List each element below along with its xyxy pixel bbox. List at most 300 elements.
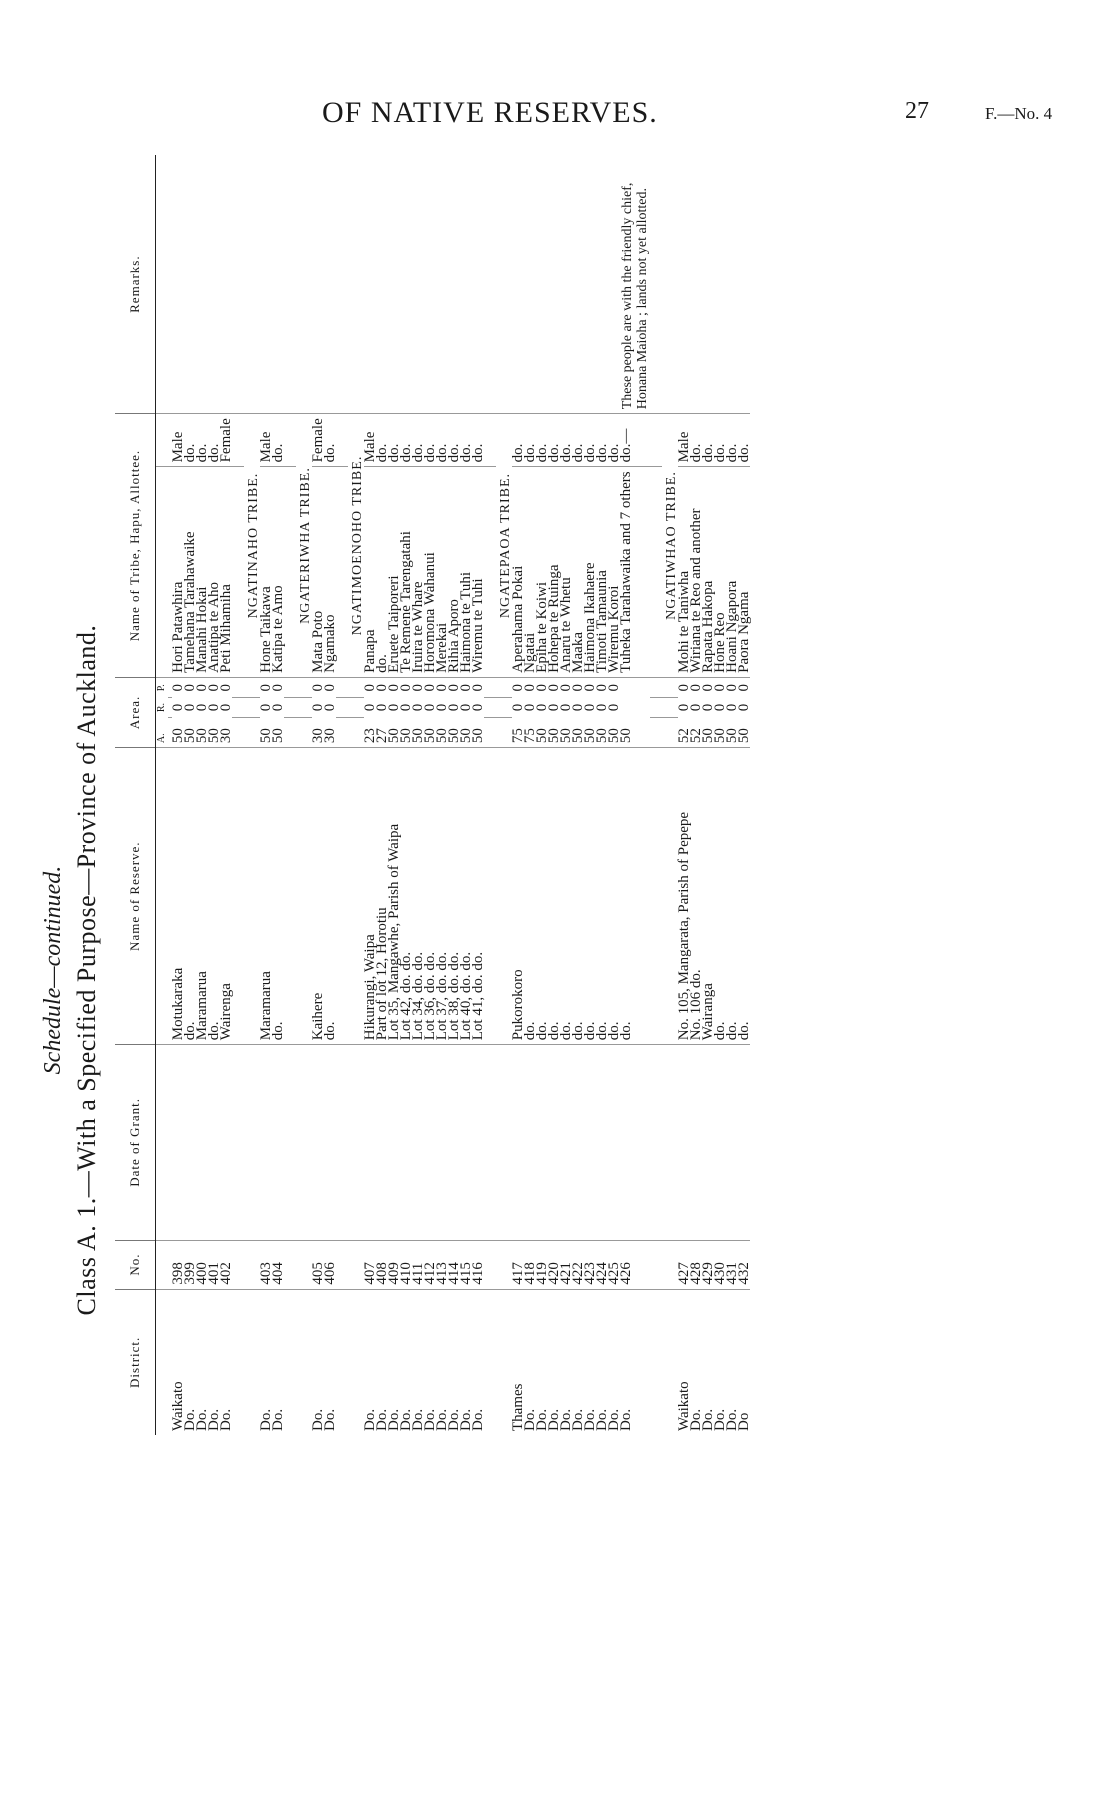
- area-acres-cell: 50: [736, 728, 752, 744]
- table-row: [388, 155, 400, 1435]
- sex-cell: do.: [448, 414, 460, 467]
- date-cell: [460, 1045, 472, 1240]
- schedule-caption: Schedule—continued.: [40, 865, 66, 1075]
- area-perches-cell: 0: [376, 677, 388, 697]
- reserve-cell: Maramarua: [196, 748, 208, 1045]
- remarks-cell: [448, 155, 460, 414]
- area-roods-cell: 0: [322, 703, 338, 712]
- reserve-cell: Lot 36, do. do.: [424, 748, 436, 1045]
- district-cell: Do: [738, 1289, 750, 1435]
- reserve-cell: do.: [620, 748, 650, 1045]
- area-roods-cell: 0: [470, 703, 486, 712]
- number-cell: 416: [472, 1240, 484, 1289]
- area-roods-cell: 0: [170, 703, 186, 712]
- sex-cell: do.: [726, 414, 738, 467]
- area-roods-cell: 0: [410, 703, 426, 712]
- area-unit-acres: A.: [156, 733, 167, 744]
- area-perches-cell: 0: [690, 677, 702, 697]
- allottee-cell: Anatipa te Aho: [208, 467, 220, 677]
- district-cell: Do.: [460, 1289, 472, 1435]
- area-perches-cell: 0: [472, 677, 484, 697]
- number-cell: 429: [702, 1240, 714, 1289]
- area-perches-cell: 0: [460, 677, 472, 697]
- area-acres-cell: 23: [362, 728, 378, 744]
- allottee-cell: Wiremu Koroi: [608, 467, 620, 677]
- number-cell: 404: [272, 1240, 284, 1289]
- table-row: [620, 155, 650, 1435]
- area-acres-cell: 52: [688, 728, 704, 744]
- reserve-cell: do.: [608, 748, 620, 1045]
- column-header-district: District.: [115, 1289, 156, 1435]
- reserve-cell: do.: [560, 748, 572, 1045]
- district-cell: Thames: [512, 1289, 524, 1435]
- class-caption: Class A. 1.—With a Specified Purpose—Province of Auckland.: [72, 624, 101, 1316]
- sex-cell: do.: [524, 414, 536, 467]
- area-roods-cell: 0: [434, 703, 450, 712]
- area-perches-cell: 0: [324, 677, 336, 697]
- table-row: [572, 155, 584, 1435]
- area-acres-cell: 50: [206, 728, 222, 744]
- reserve-cell: No. 106 do.: [690, 748, 702, 1045]
- district-cell: Do.: [400, 1289, 412, 1435]
- area-roods-cell: 0: [534, 703, 550, 712]
- area-acres-cell: 50: [422, 728, 438, 744]
- allottee-cell: Hoani Ngapora: [726, 467, 738, 677]
- allottee-cell: Peti Mihamiha: [220, 467, 232, 677]
- reserve-cell: do.: [572, 748, 584, 1045]
- remarks-cell: [714, 155, 726, 414]
- allottee-cell: Katipa te Amo: [272, 467, 284, 677]
- allottee-cell: Panapa: [364, 467, 376, 677]
- district-cell: Do.: [424, 1289, 436, 1435]
- sex-cell: do.: [548, 414, 560, 467]
- number-cell: 399: [184, 1240, 196, 1289]
- area-roods-cell: 0: [194, 703, 210, 712]
- area-perches-cell: 0: [714, 677, 726, 697]
- area-roods-cell: 0: [398, 703, 414, 712]
- number-cell: 417: [512, 1240, 524, 1289]
- remarks-cell: [424, 155, 436, 414]
- sex-cell: Male: [678, 414, 690, 467]
- allottee-cell: Eruete Taiporeri: [388, 467, 400, 677]
- area-acres-cell: 50: [470, 728, 486, 744]
- area-acres-cell: 50: [712, 728, 728, 744]
- area-acres-cell: 50: [594, 728, 610, 744]
- sex-cell: do.: [714, 414, 726, 467]
- table-row: [172, 155, 184, 1435]
- area-acres-cell: 50: [558, 728, 574, 744]
- allottee-cell: Merekai: [436, 467, 448, 677]
- allottee-cell: Wiriana te Reo and another: [690, 467, 702, 677]
- sex-cell: do.: [608, 414, 620, 467]
- area-roods-cell: 0: [736, 703, 752, 712]
- number-cell: 430: [714, 1240, 726, 1289]
- reserve-cell: do.: [726, 748, 738, 1045]
- district-cell: Do.: [608, 1289, 620, 1435]
- district-cell: Do.: [436, 1289, 448, 1435]
- group-spacer: [336, 155, 348, 1435]
- allottee-cell: Tamehana Tarahawaike: [184, 467, 196, 677]
- sex-cell: do.: [702, 414, 714, 467]
- remarks-cell: [260, 155, 272, 414]
- sex-cell: do.: [412, 414, 424, 467]
- area-roods-cell: 0: [446, 703, 462, 712]
- tribe-heading: NGATEPAOA TRIBE.: [496, 414, 512, 678]
- area-acres-cell: 30: [218, 728, 234, 744]
- area-acres-cell: 50: [398, 728, 414, 744]
- date-cell: [388, 1045, 400, 1240]
- table-row: [472, 155, 484, 1435]
- area-acres-cell: 27: [374, 728, 390, 744]
- date-cell: [312, 1045, 324, 1240]
- table-row: [584, 155, 596, 1435]
- area-roods-cell: 0: [688, 703, 704, 712]
- date-cell: [376, 1045, 388, 1240]
- remarks-cell: [472, 155, 484, 414]
- date-cell: [400, 1045, 412, 1240]
- sex-cell: do.: [196, 414, 208, 467]
- page-header: [0, 0, 1114, 150]
- date-cell: [424, 1045, 436, 1240]
- reserve-cell: Lot 37, do. do.: [436, 748, 448, 1045]
- area-acres-cell: 50: [434, 728, 450, 744]
- district-cell: Do.: [548, 1289, 560, 1435]
- allottee-cell: Hohepa te Ruinga: [548, 467, 560, 677]
- column-header-reserve: Name of Reserve.: [115, 748, 156, 1045]
- table-row: [400, 155, 412, 1435]
- allottee-cell: Ngatai: [524, 467, 536, 677]
- reserve-cell: do.: [184, 748, 196, 1045]
- table-row: [738, 155, 750, 1435]
- area-roods-cell: 0: [522, 703, 538, 712]
- reserve-cell: do.: [714, 748, 726, 1045]
- area-perches-cell: 0: [208, 677, 220, 697]
- table-row: [524, 155, 536, 1435]
- remarks-cell: [584, 155, 596, 414]
- tribe-heading: NGATERIWHA TRIBE.: [296, 414, 312, 678]
- sex-cell: do.: [472, 414, 484, 467]
- remarks-cell: [364, 155, 376, 414]
- area-acres-cell: 50: [700, 728, 716, 744]
- remarks-cell: [702, 155, 714, 414]
- column-header-date: Date of Grant.: [115, 1045, 156, 1240]
- sex-cell: do.—: [620, 414, 650, 467]
- area-roods-cell: 0: [206, 703, 222, 712]
- table-row: [412, 155, 424, 1435]
- sex-cell: do.: [560, 414, 572, 467]
- area-perches-cell: 0: [260, 677, 272, 697]
- area-roods-cell: 0: [700, 703, 716, 712]
- remarks-cell: [548, 155, 560, 414]
- area-acres-cell: 50: [458, 728, 474, 744]
- table-row: [714, 155, 726, 1435]
- district-cell: Waikato: [678, 1289, 690, 1435]
- area-acres-cell: 50: [182, 728, 198, 744]
- area-perches-cell: 0: [196, 677, 208, 697]
- sex-cell: do.: [460, 414, 472, 467]
- date-cell: [272, 1045, 284, 1240]
- area-acres-cell: 52: [676, 728, 692, 744]
- allottee-cell: Tuheka Tarahawaika and 7 others: [620, 467, 650, 677]
- date-cell: [560, 1045, 572, 1240]
- district-cell: Do.: [260, 1289, 272, 1435]
- remarks-cell: [608, 155, 620, 414]
- reserve-cell: Motukaraka: [172, 748, 184, 1045]
- sex-cell: Male: [260, 414, 272, 467]
- allottee-cell: Hone Taikawa: [260, 467, 272, 677]
- date-cell: [208, 1045, 220, 1240]
- column-header-no: No.: [115, 1240, 156, 1289]
- table-row: [424, 155, 436, 1435]
- remarks-cell: [376, 155, 388, 414]
- remarks-cell: [512, 155, 524, 414]
- allottee-cell: Te Remene Tarengatahi: [400, 467, 412, 677]
- district-cell: Do.: [196, 1289, 208, 1435]
- number-cell: 406: [324, 1240, 336, 1289]
- allottee-cell: do.: [376, 467, 388, 677]
- table-row: [260, 155, 272, 1435]
- sex-cell: do.: [400, 414, 412, 467]
- date-cell: [184, 1045, 196, 1240]
- remarks-cell: [412, 155, 424, 414]
- date-cell: [436, 1045, 448, 1240]
- area-perches-cell: 0: [560, 677, 572, 697]
- column-header-remarks: Remarks.: [115, 155, 156, 414]
- date-cell: [608, 1045, 620, 1240]
- area-acres-cell: 50: [618, 728, 634, 744]
- number-cell: 424: [596, 1240, 608, 1289]
- number-cell: 419: [536, 1240, 548, 1289]
- remarks-cell: [572, 155, 584, 414]
- reserve-cell: Kaihere: [312, 748, 324, 1045]
- table-row: [548, 155, 560, 1435]
- remarks-cell: [738, 155, 750, 414]
- district-cell: Do.: [388, 1289, 400, 1435]
- allottee-cell: Paora Ngama: [738, 467, 750, 677]
- date-cell: [364, 1045, 376, 1240]
- area-perches-cell: 0: [596, 677, 608, 697]
- area-perches-cell: 0: [548, 677, 560, 697]
- allottee-cell: Anaru te Whetu: [560, 467, 572, 677]
- reserve-cell: Lot 40, do. do.: [460, 748, 472, 1045]
- district-cell: Do.: [448, 1289, 460, 1435]
- district-cell: Do.: [324, 1289, 336, 1435]
- area-roods-cell: 0: [362, 703, 378, 712]
- date-cell: [260, 1045, 272, 1240]
- number-cell: 402: [220, 1240, 232, 1289]
- area-acres-cell: 30: [322, 728, 338, 744]
- date-cell: [690, 1045, 702, 1240]
- area-roods-cell: 0: [374, 703, 390, 712]
- district-cell: Do.: [184, 1289, 196, 1435]
- district-cell: Do.: [536, 1289, 548, 1435]
- number-cell: 407: [364, 1240, 376, 1289]
- table-row: [512, 155, 524, 1435]
- date-cell: [548, 1045, 560, 1240]
- reserve-cell: Maramarua: [260, 748, 272, 1045]
- allottee-cell: Haimona Ikahaere: [584, 467, 596, 677]
- reserve-cell: do.: [548, 748, 560, 1045]
- allottee-cell: Mohi te Taniwha: [678, 467, 690, 677]
- date-cell: [172, 1045, 184, 1240]
- area-acres-cell: 50: [606, 728, 622, 744]
- number-cell: 432: [738, 1240, 750, 1289]
- area-perches-cell: 0: [424, 677, 436, 697]
- number-cell: 425: [608, 1240, 620, 1289]
- reserve-cell: Lot 42, do. do.: [400, 748, 412, 1045]
- sex-cell: do.: [690, 414, 702, 467]
- group-spacer: [484, 155, 496, 1435]
- number-cell: 421: [560, 1240, 572, 1289]
- table-row: [184, 155, 196, 1435]
- number-cell: 420: [548, 1240, 560, 1289]
- table-row: [376, 155, 388, 1435]
- date-cell: [584, 1045, 596, 1240]
- district-cell: Do.: [714, 1289, 726, 1435]
- allottee-cell: Ngamako: [324, 467, 336, 677]
- date-cell: [702, 1045, 714, 1240]
- area-perches-cell: 0: [726, 677, 738, 697]
- remarks-cell: [196, 155, 208, 414]
- number-cell: 401: [208, 1240, 220, 1289]
- district-cell: Do.: [208, 1289, 220, 1435]
- date-cell: [448, 1045, 460, 1240]
- area-roods-cell: 0: [594, 703, 610, 712]
- district-cell: Do.: [272, 1289, 284, 1435]
- remarks-cell: [536, 155, 548, 414]
- reserve-cell: do.: [536, 748, 548, 1045]
- district-cell: Do.: [412, 1289, 424, 1435]
- area-roods-cell: 0: [458, 703, 474, 712]
- number-cell: 400: [196, 1240, 208, 1289]
- sex-cell: Female: [312, 414, 324, 467]
- allottee-cell: Iruira te Whare: [412, 467, 424, 677]
- remarks-cell: [726, 155, 738, 414]
- area-acres-cell: 50: [410, 728, 426, 744]
- reserve-cell: do.: [208, 748, 220, 1045]
- table-row: [726, 155, 738, 1435]
- page-title: OF NATIVE RESERVES.: [322, 96, 658, 129]
- sex-cell: Female: [220, 414, 232, 467]
- remarks-cell: [184, 155, 196, 414]
- area-perches-cell: 0: [400, 677, 412, 697]
- reserve-cell: Lot 38, do. do.: [448, 748, 460, 1045]
- area-roods-cell: 0: [546, 703, 562, 712]
- allottee-cell: Manahi Hokai: [196, 467, 208, 677]
- area-acres-cell: 75: [522, 728, 538, 744]
- district-cell: Do.: [584, 1289, 596, 1435]
- area-perches-cell: 0: [572, 677, 584, 697]
- reserve-cell: do.: [596, 748, 608, 1045]
- sex-cell: do.: [572, 414, 584, 467]
- remarks-cell: [436, 155, 448, 414]
- table-row: [536, 155, 548, 1435]
- remarks-cell: [400, 155, 412, 414]
- table-row: [560, 155, 572, 1435]
- table-header-row: [115, 155, 156, 1435]
- tribe-heading-row: [348, 155, 364, 1435]
- remarks-cell: [460, 155, 472, 414]
- table-row: [678, 155, 690, 1435]
- district-cell: Do.: [620, 1289, 650, 1435]
- area-acres-cell: 75: [510, 728, 526, 744]
- district-cell: Do.: [702, 1289, 714, 1435]
- date-cell: [472, 1045, 484, 1240]
- area-roods-cell: 0: [712, 703, 728, 712]
- date-cell: [220, 1045, 232, 1240]
- allottee-cell: Mata Poto: [312, 467, 324, 677]
- district-cell: Do.: [726, 1289, 738, 1435]
- area-perches-cell: 0: [738, 677, 750, 697]
- group-spacer: [232, 155, 244, 1435]
- district-cell: Do.: [596, 1289, 608, 1435]
- sex-cell: do.: [184, 414, 196, 467]
- sex-cell: do.: [738, 414, 750, 467]
- allottee-cell: Horomona Wahanui: [424, 467, 436, 677]
- remarks-cell: [220, 155, 232, 414]
- area-roods-cell: 0: [570, 703, 586, 712]
- remarks-cell: [678, 155, 690, 414]
- number-cell: 409: [388, 1240, 400, 1289]
- reserve-cell: No. 105, Mangarata, Parish of Pepepe: [678, 748, 690, 1045]
- sex-cell: do.: [424, 414, 436, 467]
- area-perches-cell: 0: [702, 677, 714, 697]
- reserve-cell: do.: [272, 748, 284, 1045]
- district-cell: Do.: [572, 1289, 584, 1435]
- allottee-cell: Timoti Tamaunia: [596, 467, 608, 677]
- date-cell: [678, 1045, 690, 1240]
- area-perches-cell: 0: [436, 677, 448, 697]
- date-cell: [620, 1045, 650, 1240]
- number-cell: 431: [726, 1240, 738, 1289]
- sex-cell: do.: [208, 414, 220, 467]
- table-row: [702, 155, 714, 1435]
- date-cell: [524, 1045, 536, 1240]
- area-acres-cell: 50: [724, 728, 740, 744]
- area-perches-cell: 0: [608, 677, 620, 697]
- allottee-cell: Rihia Aporo: [448, 467, 460, 677]
- number-cell: 415: [460, 1240, 472, 1289]
- area-roods-cell: 0: [510, 703, 526, 712]
- remarks-cell: [596, 155, 608, 414]
- district-cell: Do.: [524, 1289, 536, 1435]
- table-row: [196, 155, 208, 1435]
- area-perches-cell: 0: [364, 677, 376, 697]
- tribe-heading-row: [662, 155, 678, 1435]
- number-cell: 413: [436, 1240, 448, 1289]
- sex-cell: do.: [388, 414, 400, 467]
- group-spacer: [650, 155, 662, 1435]
- sex-cell: Male: [172, 414, 184, 467]
- remarks-cell: [560, 155, 572, 414]
- remarks-cell: [324, 155, 336, 414]
- sex-cell: do.: [376, 414, 388, 467]
- sex-cell: do.: [512, 414, 524, 467]
- tribe-heading-row: [296, 155, 312, 1435]
- tribe-heading-row: [244, 155, 260, 1435]
- sex-cell: do.: [596, 414, 608, 467]
- reserve-cell: Lot 35, Mangawhe, Parish of Waipa: [388, 748, 400, 1045]
- district-cell: Do.: [560, 1289, 572, 1435]
- reserve-cell: Hikurangi, Waipa: [364, 748, 376, 1045]
- area-perches-cell: 0: [220, 677, 232, 697]
- remarks-cell: [208, 155, 220, 414]
- area-perches-cell: 0: [524, 677, 536, 697]
- table-row: [312, 155, 324, 1435]
- allottee-cell: Haimona te Tuhi: [460, 467, 472, 677]
- area-perches-cell: 0: [512, 677, 524, 697]
- allottee-cell: Maaka: [572, 467, 584, 677]
